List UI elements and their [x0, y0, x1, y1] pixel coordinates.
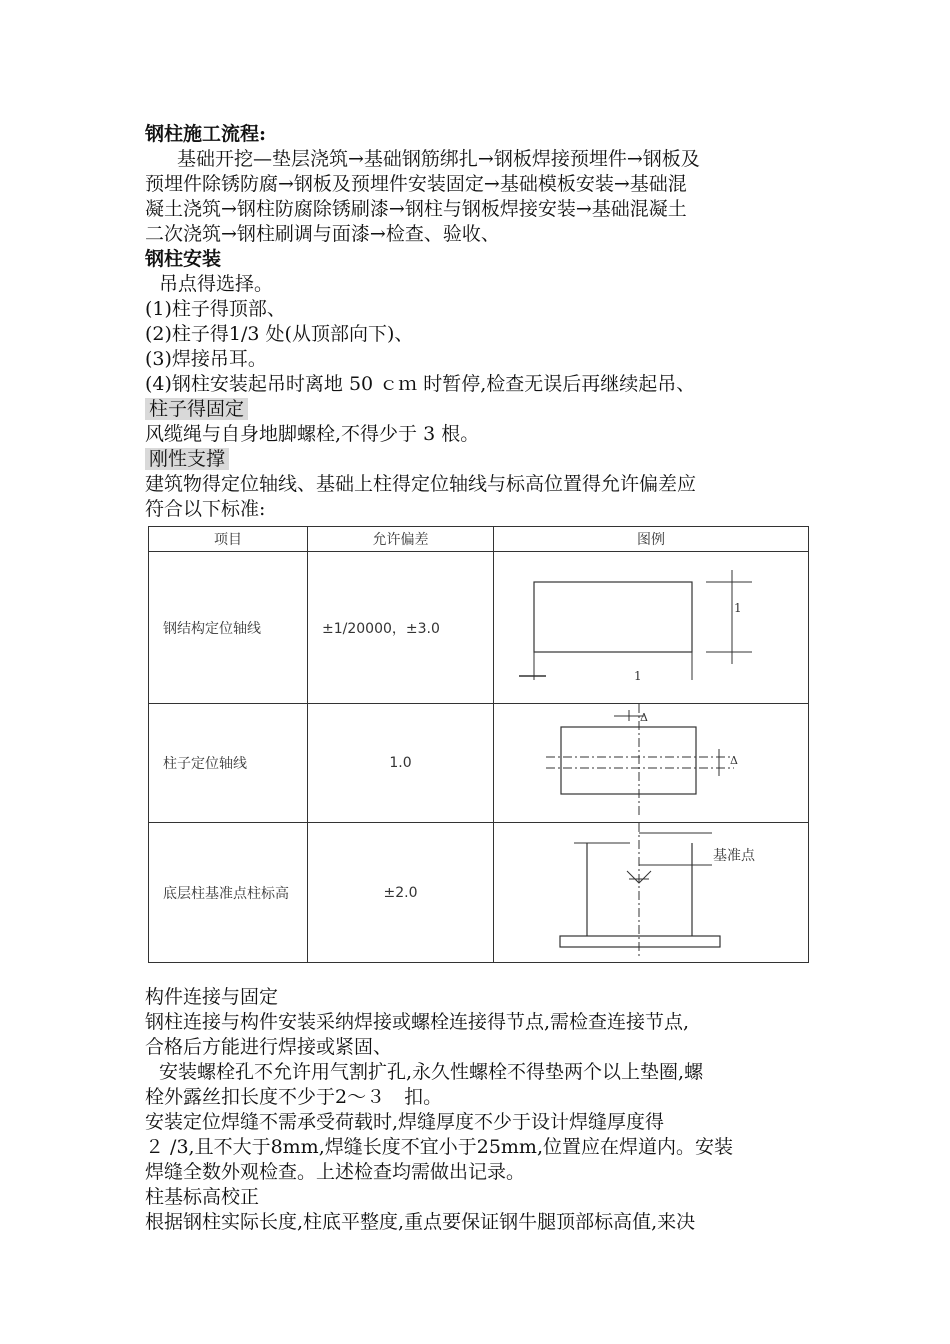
elevation-figure	[494, 823, 807, 958]
level-text: 根据钢柱实际长度,柱底平整度,重点要保证钢牛腿顶部标高值,来决	[145, 1211, 696, 1233]
figure-label: Δ	[730, 754, 738, 767]
figure-label: 基准点	[713, 848, 755, 864]
brace-title: 刚性支撑	[145, 448, 229, 470]
figure-label: Δ	[640, 711, 648, 724]
row-tolerance: 1.0	[308, 704, 494, 823]
fix-title: 柱子得固定	[145, 398, 248, 420]
figure-label: 1	[634, 669, 642, 683]
header-item: 项目	[149, 527, 308, 552]
install-title: 钢柱安装	[145, 248, 222, 270]
axis-figure	[494, 552, 807, 699]
row-tolerance: ±1/20000，±3.0	[308, 552, 494, 704]
flow-line: 凝土浇筑→钢柱防腐除锈刷漆→钢柱与钢板焊接安装→基础混凝土	[145, 198, 687, 220]
brace-line: 建筑物得定位轴线、基础上柱得定位轴线与标高位置得允许偏差应	[145, 473, 697, 495]
row-item: 底层柱基准点柱标高	[149, 823, 308, 963]
connect-line: ２ /3,且不大于8mm,焊缝长度不宜小于25mm,位置应在焊道内。安装	[145, 1136, 733, 1158]
connect-line: 安装定位焊缝不需承受荷载时,焊缝厚度不少于设计焊缝厚度得	[145, 1111, 665, 1133]
flow-title: 钢柱施工流程:	[145, 123, 267, 145]
row-tolerance: ±2.0	[308, 823, 494, 963]
fix-text: 风缆绳与自身地脚螺栓,不得少于 3 根。	[145, 423, 480, 445]
header-figure: 图例	[494, 527, 809, 552]
brace-line: 符合以下标准:	[145, 498, 266, 520]
connect-line: 钢柱连接与构件安装采纳焊接或螺栓连接得节点,需检查连接节点,	[145, 1011, 690, 1033]
lifting-item: (4)钢柱安装起吊时离地 50 ｃｍ 时暂停,检查无误后再继续起吊、	[145, 373, 696, 395]
row-item: 钢结构定位轴线	[149, 552, 308, 704]
lifting-item: (1)柱子得顶部、	[145, 298, 286, 320]
lifting-title: 吊点得选择。	[159, 273, 274, 295]
level-title: 柱基标高校正	[145, 1186, 260, 1208]
table-header-row	[149, 527, 809, 552]
row-figure	[494, 552, 809, 704]
connect-line: 焊缝全数外观检查。上述检查均需做出记录。	[145, 1161, 526, 1183]
connect-title: 构件连接与固定	[145, 986, 279, 1008]
table-row	[149, 704, 809, 823]
lifting-item: (2)柱子得1/3 处(从顶部向下)、	[145, 323, 414, 345]
header-tolerance: 允许偏差	[308, 527, 494, 552]
row-figure	[494, 823, 809, 963]
connect-line: 栓外露丝扣长度不少于2～３ 扣。	[145, 1086, 443, 1108]
connect-line: 安装螺栓孔不允许用气割扩孔,永久性螺栓不得垫两个以上垫圈,螺	[159, 1061, 704, 1083]
row-figure	[494, 704, 809, 823]
table-row	[149, 552, 809, 704]
lifting-item: (3)焊接吊耳。	[145, 348, 267, 370]
column-axis-figure	[494, 704, 807, 818]
document-page	[145, 122, 810, 1235]
figure-label: 1	[734, 601, 742, 615]
tolerance-table	[148, 526, 809, 963]
flow-line: 预埋件除锈防腐→钢板及预埋件安装固定→基础模板安装→基础混	[145, 173, 687, 195]
flow-line: 基础开挖—垫层浇筑→基础钢筋绑扎→钢板焊接预埋件→钢板及	[177, 148, 700, 170]
table-row	[149, 823, 809, 963]
row-item: 柱子定位轴线	[149, 704, 308, 823]
connect-line: 合格后方能进行焊接或紧固、	[145, 1036, 393, 1058]
flow-line: 二次浇筑→钢柱刷调与面漆→检查、验收、	[145, 223, 500, 245]
